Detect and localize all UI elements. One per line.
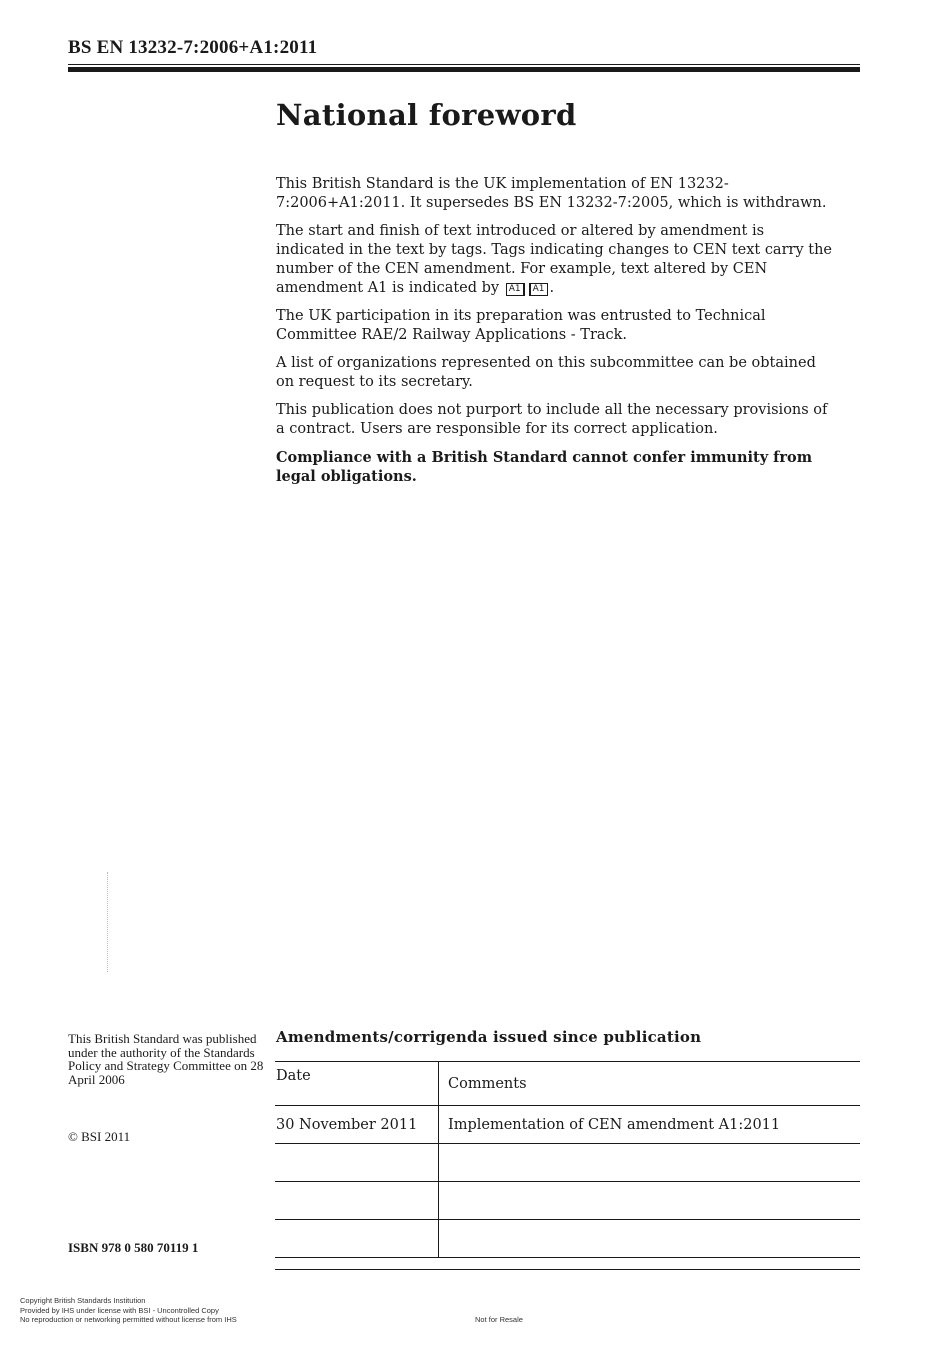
not-for-resale: Not for Resale <box>475 1315 523 1324</box>
isbn: ISBN 978 0 580 70119 1 <box>68 1240 199 1255</box>
foreword-body <box>276 175 836 495</box>
page-title: National foreword <box>276 98 577 132</box>
table-cell-comments <box>439 1144 861 1182</box>
paragraph-amendment-end: . <box>549 280 555 296</box>
table-cell-comments <box>439 1220 861 1258</box>
table-header-row <box>275 1062 860 1106</box>
bsi-copyright: © BSI 2011 <box>68 1129 131 1144</box>
publication-note: This British Standard was published under the authority of the Standards Policy and Strategy Committee on 28 April 2006 <box>68 1031 264 1087</box>
paragraph-implementation: This British Standard is the UK implementation of EN 13232-7:2006+A1:2011. It supersedes BS EN 13232-7:2005, which is withdrawn. <box>276 176 827 211</box>
column-header-comments: Comments <box>439 1062 861 1106</box>
table-cell-comments: Implementation of CEN amendment A1:2011 <box>439 1106 861 1144</box>
amendment-start-tag-icon: A1 <box>506 283 525 296</box>
amendment-end-tag-icon: A1 <box>529 283 548 296</box>
table-cell-date <box>275 1220 439 1258</box>
table-row <box>275 1144 860 1182</box>
table-cell-date: 30 November 2011 <box>275 1106 439 1144</box>
table-row <box>275 1182 860 1220</box>
header-rule-thick <box>68 67 860 72</box>
footer-reproduction-line: No reproduction or networking permitted without license from IHS <box>20 1315 237 1324</box>
paragraph-committee: The UK participation in its preparation was entrusted to Technical Committee RAE/2 Railway Applications - Track. <box>276 308 766 343</box>
document-id: BS EN 13232-7:2006+A1:2011 <box>68 37 318 58</box>
footer-rule <box>275 1269 860 1270</box>
paragraph-amendment-tags <box>276 222 836 298</box>
paragraph-provisions: This publication does not purport to include all the necessary provisions of a contract. Users are responsible for its correct application. <box>276 402 828 437</box>
table-row <box>275 1106 860 1144</box>
license-footer <box>20 1296 237 1325</box>
amendments-table <box>275 1061 860 1258</box>
margin-marks <box>107 872 112 972</box>
header-rule-thin <box>68 64 860 65</box>
amendments-heading: Amendments/corrigenda issued since publication <box>276 1028 702 1046</box>
table-cell-comments <box>439 1182 861 1220</box>
footer-license-line: Provided by IHS under license with BSI - Uncontrolled Copy <box>20 1305 219 1315</box>
paragraph-compliance: Compliance with a British Standard cannot confer immunity from legal obligations. <box>276 449 813 485</box>
paragraph-organizations: A list of organizations represented on this subcommittee can be obtained on request to its secretary. <box>276 355 816 390</box>
table-cell-date <box>275 1182 439 1220</box>
footer-copyright-line: Copyright British Standards Institution <box>20 1296 146 1305</box>
table-cell-date <box>275 1144 439 1182</box>
table-row <box>275 1220 860 1258</box>
column-header-date: Date <box>275 1062 439 1106</box>
paragraph-amendment-text: The start and finish of text introduced or altered by amendment is indicated in the text by tags. Tags indicating changes to CEN text carry the number of the CEN amendment. For example, text altered by CEN amendment A1 is indicated by <box>276 223 832 296</box>
